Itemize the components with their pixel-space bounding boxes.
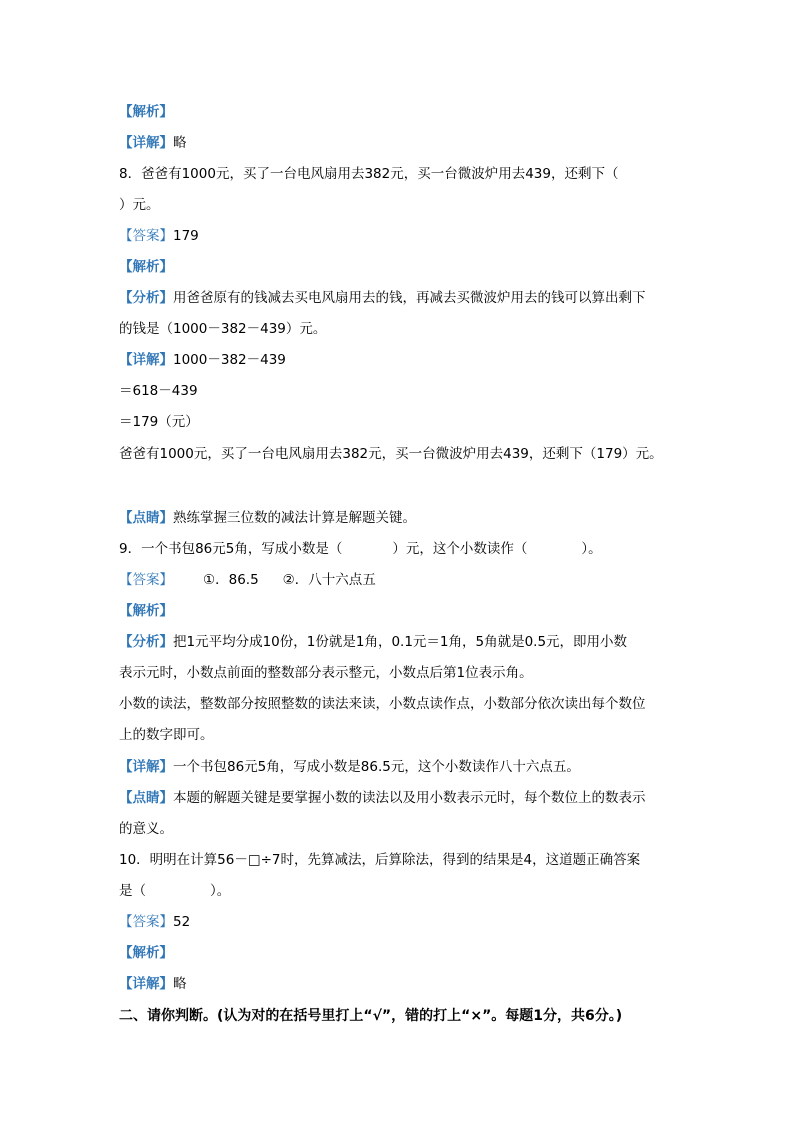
dianjing-label: 【点睛】 — [119, 510, 173, 526]
q10-detail-text: 略 — [173, 976, 187, 992]
q8-detail-line2: ＝618－439 — [119, 383, 198, 399]
q10-answer — [119, 912, 190, 932]
q8-analysis-line1 — [119, 288, 646, 308]
q9-point-text-1: 本题的解题关键是要掌握小数的读法以及用小数表示元时，每个数位上的数表示 — [173, 790, 646, 806]
q8-detail-line3: ＝179（元） — [119, 414, 199, 430]
q8-answer-value: 179 — [173, 228, 199, 244]
q8-point-text: 熟练掌握三位数的减法计算是解题关键。 — [173, 510, 416, 526]
jiexi-label: 【解析】 — [119, 945, 173, 961]
fenxi-label: 【分析】 — [119, 634, 173, 650]
jiexi-label: 【解析】 — [119, 104, 173, 120]
q8-detail-line4: 爸爸有1000元，买了一台电风扇用去382元，买一台微波炉用去439，还剩下（179）元。 — [119, 446, 663, 462]
q8-analysis-text-1: 用爸爸原有的钱减去买电风扇用去的钱，再减去买微波炉用去的钱可以算出剩下 — [173, 290, 646, 306]
q9-point-line1 — [119, 788, 646, 808]
q9-question-part2: ）元，这个小数读作（ — [392, 541, 528, 557]
q8-question-line2: ）元。 — [119, 197, 160, 213]
daan-label: 【答案】 — [119, 572, 173, 588]
q10-question-line2 — [119, 881, 230, 901]
q10-detail — [119, 974, 187, 994]
q10-question-part1: 是（ — [119, 883, 146, 899]
q9-analysis-line1 — [119, 632, 627, 652]
q8-point — [119, 508, 416, 528]
q9-jiexi — [119, 601, 173, 621]
xiangjie-label: 【详解】 — [119, 976, 173, 992]
q9-question-part1: 9．一个书包86元5角，写成小数是（ — [119, 541, 343, 557]
q8-jiexi — [119, 257, 173, 277]
q8-analysis-line2: 的钱是（1000－382－439）元。 — [119, 321, 327, 337]
q10-question-part2: ）。 — [210, 883, 231, 899]
xiangjie-label: 【详解】 — [119, 352, 173, 368]
q9-question-part3: ）。 — [581, 541, 602, 557]
jiexi-label: 【解析】 — [119, 259, 173, 275]
q9-detail-text: 一个书包86元5角，写成小数是86.5元，这个小数读作八十六点五。 — [173, 759, 580, 775]
q10-answer-value: 52 — [173, 914, 191, 930]
q9-detail — [119, 757, 580, 777]
q7-jiexi — [119, 102, 173, 122]
q10-question-line1: 10．明明在计算56－□÷7时，先算减法，后算除法，得到的结果是4，这道题正确答案 — [119, 852, 641, 868]
daan-label: 【答案】 — [119, 914, 173, 930]
q8-answer — [119, 226, 199, 246]
q9-question — [119, 539, 602, 559]
q9-analysis-line2: 表示元时，小数点前面的整数部分表示整元，小数点后第1位表示角。 — [119, 665, 533, 681]
q9-analysis-line3: 小数的读法，整数部分按照整数的读法来读，小数点读作点，小数部分依次读出每个数位 — [119, 696, 646, 712]
q7-detail-text: 略 — [173, 135, 187, 151]
q9-answer — [119, 570, 376, 590]
q9-analysis-text-1: 把1元平均分成10份，1份就是1角，0.1元＝1角，5角就是0.5元，即用小数 — [173, 634, 628, 650]
section2-title: 二、请你判断。(认为对的在括号里打上“√”，错的打上“×”。每题1分，共6分。) — [119, 1008, 623, 1024]
daan-label: 【答案】 — [119, 228, 173, 244]
q8-question-line1: 8．爸爸有1000元，买了一台电风扇用去382元，买一台微波炉用去439，还剩下（ — [119, 166, 619, 182]
dianjing-label: 【点睛】 — [119, 790, 173, 806]
q8-detail-text-1: 1000－382－439 — [173, 352, 286, 368]
q9-analysis-line4: 上的数字即可。 — [119, 727, 214, 743]
xiangjie-label: 【详解】 — [119, 759, 173, 775]
q9-point-line2: 的意义。 — [119, 821, 173, 837]
jiexi-label: 【解析】 — [119, 603, 173, 619]
xiangjie-label: 【详解】 — [119, 135, 173, 151]
q10-jiexi — [119, 943, 173, 963]
fenxi-label: 【分析】 — [119, 290, 173, 306]
q9-answer-2: ②．八十六点五 — [282, 572, 376, 588]
q8-detail-line1 — [119, 350, 286, 370]
q7-detail — [119, 133, 187, 153]
q9-answer-1: ①．86.5 — [203, 572, 259, 588]
